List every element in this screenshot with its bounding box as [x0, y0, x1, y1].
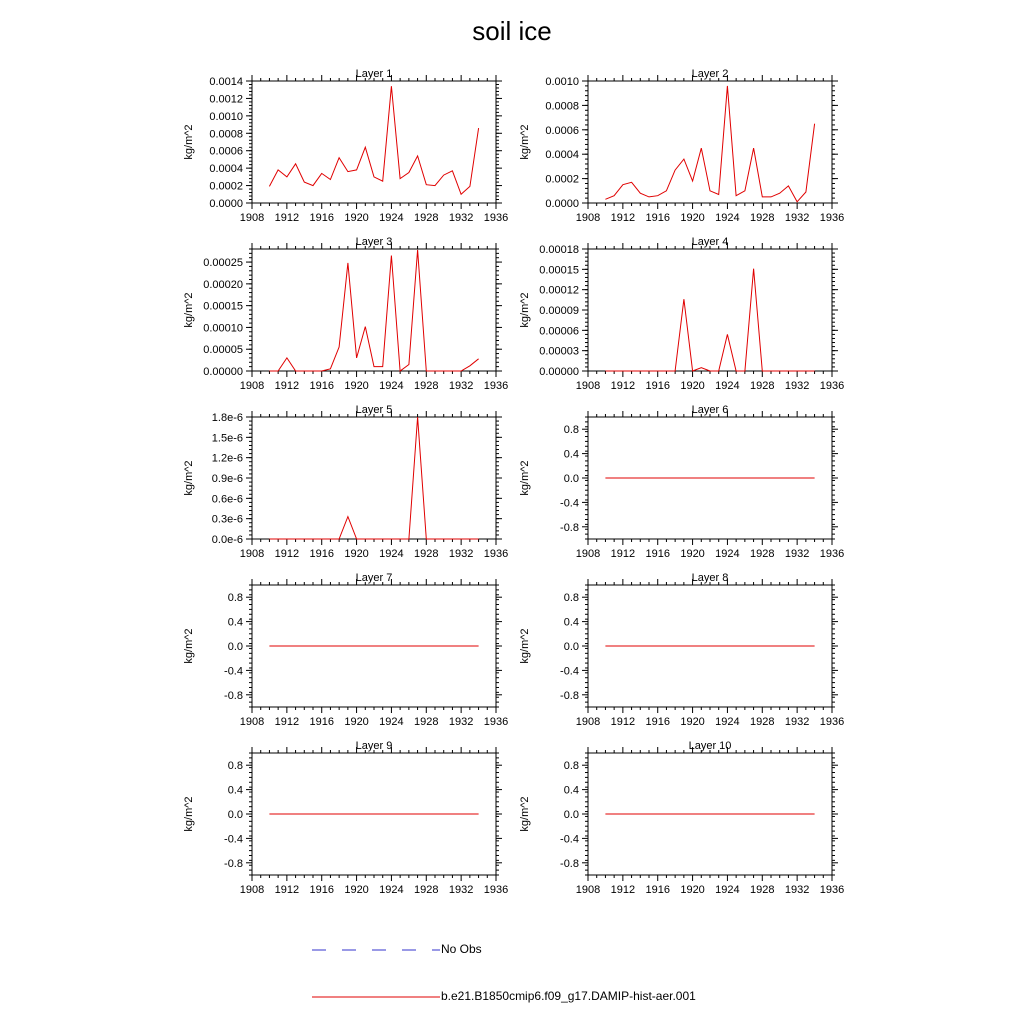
x-tick-label: 1928	[414, 716, 439, 728]
x-tick-label: 1932	[448, 212, 474, 224]
x-tick-label: 1932	[784, 716, 810, 728]
x-tick-label: 1908	[239, 884, 265, 896]
x-tick-label: 1928	[414, 380, 439, 392]
x-tick-label: 1916	[645, 716, 670, 728]
y-tick-label: 0.00018	[539, 244, 579, 256]
x-tick-label: 1920	[344, 212, 369, 224]
y-tick-label: -0.8	[560, 521, 579, 534]
y-tick-label: 0.0002	[209, 180, 243, 193]
y-tick-label: -0.4	[560, 497, 579, 510]
x-tick-label: 1908	[239, 380, 265, 392]
panel-title: Layer 7	[355, 572, 393, 584]
y-tick-label: -0.8	[224, 689, 243, 702]
y-tick-label: 0.4	[563, 784, 579, 797]
plot-frame	[252, 249, 496, 371]
series-line	[605, 86, 814, 202]
x-tick-label: 1916	[645, 380, 670, 392]
x-tick-label: 1924	[379, 716, 404, 728]
x-tick-label: 1912	[610, 884, 636, 896]
y-tick-label: 0.00009	[539, 305, 579, 317]
y-tick-label: 0.4	[227, 784, 243, 797]
y-tick-label: 0.00005	[203, 344, 243, 357]
y-tick-label: 0.6e-6	[211, 493, 243, 506]
x-tick-label: 1912	[274, 716, 300, 728]
series-line	[269, 250, 478, 371]
series-line	[605, 269, 814, 371]
x-tick-label: 1908	[239, 716, 265, 728]
x-tick-label: 1920	[680, 548, 705, 560]
x-tick-label: 1916	[309, 548, 334, 560]
y-tick-label: 0.9e-6	[211, 473, 243, 485]
series-line	[269, 86, 478, 194]
x-tick-label: 1924	[379, 380, 404, 392]
plot-frame	[588, 249, 832, 371]
x-tick-label: 1912	[610, 548, 636, 560]
y-tick-label: 0.0	[563, 473, 579, 485]
x-tick-label: 1932	[784, 548, 810, 560]
panel-layer-7	[183, 572, 508, 728]
y-tick-label: 0.0012	[209, 93, 243, 106]
y-axis-label: kg/m^2	[519, 628, 531, 664]
x-tick-label: 1908	[575, 884, 601, 896]
x-tick-label: 1932	[784, 212, 810, 224]
panel-layer-9	[183, 740, 508, 896]
y-tick-label: 0.0010	[209, 110, 243, 123]
x-tick-label: 1916	[309, 380, 334, 392]
y-tick-label: 0.0	[563, 641, 579, 653]
x-tick-label: 1908	[239, 548, 265, 560]
x-tick-label: 1920	[680, 212, 705, 224]
y-tick-label: 0.0014	[209, 76, 243, 88]
panel-layer-10	[519, 740, 844, 896]
x-tick-label: 1928	[750, 212, 775, 224]
y-tick-label: 0.0002	[545, 173, 579, 186]
x-tick-label: 1936	[483, 380, 509, 392]
panel-title: Layer 3	[355, 236, 393, 248]
x-tick-label: 1932	[448, 884, 474, 896]
x-tick-label: 1932	[448, 380, 474, 392]
x-tick-label: 1912	[274, 884, 300, 896]
y-tick-label: -0.4	[560, 665, 579, 678]
x-tick-label: 1916	[309, 212, 334, 224]
y-axis-label: kg/m^2	[519, 460, 531, 496]
y-tick-label: 0.0e-6	[211, 534, 243, 546]
x-tick-label: 1916	[645, 548, 670, 560]
x-tick-label: 1920	[344, 716, 369, 728]
x-tick-label: 1936	[483, 212, 509, 224]
x-tick-label: 1920	[680, 716, 705, 728]
y-tick-label: 1.5e-6	[211, 432, 243, 445]
y-tick-label: 0.0004	[209, 163, 243, 176]
x-tick-label: 1924	[379, 884, 404, 896]
panel-layer-1	[183, 68, 508, 224]
x-tick-label: 1928	[750, 716, 775, 728]
x-tick-label: 1936	[819, 884, 845, 896]
y-tick-label: -0.8	[224, 857, 243, 870]
y-tick-label: 0.0	[227, 809, 243, 821]
x-tick-label: 1912	[274, 212, 300, 224]
x-tick-label: 1908	[575, 212, 601, 224]
y-axis-label: kg/m^2	[183, 628, 195, 664]
x-tick-label: 1924	[715, 548, 740, 560]
y-tick-label: 0.3e-6	[211, 513, 243, 526]
y-axis-label: kg/m^2	[183, 292, 195, 328]
x-tick-label: 1936	[819, 212, 845, 224]
x-tick-label: 1932	[784, 380, 810, 392]
y-axis-label: kg/m^2	[183, 124, 195, 160]
x-tick-label: 1912	[610, 380, 636, 392]
x-tick-label: 1912	[610, 716, 636, 728]
x-tick-label: 1920	[680, 380, 705, 392]
plot-frame	[252, 417, 496, 539]
panel-title: Layer 6	[691, 404, 729, 416]
x-tick-label: 1920	[344, 380, 369, 392]
plot-frame	[252, 81, 496, 203]
x-tick-label: 1916	[309, 884, 334, 896]
x-tick-label: 1908	[575, 548, 601, 560]
panel-layer-5	[183, 404, 508, 560]
x-tick-label: 1920	[344, 548, 369, 560]
y-tick-label: 0.0000	[209, 198, 243, 210]
x-tick-label: 1908	[575, 380, 601, 392]
y-tick-label: 0.00015	[539, 264, 579, 277]
x-tick-label: 1928	[750, 548, 775, 560]
x-tick-label: 1920	[680, 884, 705, 896]
panel-title: Layer 2	[691, 68, 729, 80]
x-tick-label: 1936	[819, 548, 845, 560]
y-tick-label: 0.0004	[545, 149, 579, 162]
x-tick-label: 1908	[575, 716, 601, 728]
x-tick-label: 1932	[448, 548, 474, 560]
x-tick-label: 1932	[448, 716, 474, 728]
y-tick-label: 0.8	[227, 760, 243, 773]
x-tick-label: 1924	[379, 212, 404, 224]
y-tick-label: 0.8	[227, 592, 243, 605]
y-tick-label: -0.8	[560, 857, 579, 870]
y-tick-label: 0.4	[227, 616, 243, 629]
panel-title: Layer 4	[691, 236, 729, 248]
y-tick-label: 0.00010	[203, 322, 243, 335]
y-tick-label: 1.2e-6	[211, 452, 243, 465]
x-tick-label: 1912	[610, 212, 636, 224]
panel-title: Layer 5	[355, 404, 393, 416]
x-tick-label: 1928	[750, 884, 775, 896]
legend-obs-label: No Obs	[441, 942, 482, 956]
y-tick-label: 0.00006	[539, 325, 579, 338]
y-tick-label: 1.8e-6	[211, 412, 243, 424]
panel-title: Layer 8	[691, 572, 729, 584]
x-tick-label: 1928	[414, 884, 439, 896]
y-tick-label: -0.4	[224, 833, 243, 846]
x-tick-label: 1924	[715, 212, 740, 224]
y-tick-label: -0.4	[560, 833, 579, 846]
y-tick-label: 0.0008	[209, 128, 243, 141]
x-tick-label: 1924	[379, 548, 404, 560]
x-tick-label: 1924	[715, 884, 740, 896]
panel-title: Layer 1	[355, 68, 393, 80]
y-tick-label: 0.00000	[203, 366, 243, 378]
y-tick-label: 0.00025	[203, 257, 243, 270]
y-tick-label: 0.0008	[545, 100, 579, 113]
y-tick-label: 0.4	[563, 616, 579, 629]
x-tick-label: 1912	[274, 548, 300, 560]
x-tick-label: 1924	[715, 380, 740, 392]
x-tick-label: 1936	[483, 884, 509, 896]
y-axis-label: kg/m^2	[183, 460, 195, 496]
y-tick-label: -0.8	[560, 689, 579, 702]
y-axis-label: kg/m^2	[519, 292, 531, 328]
x-tick-label: 1936	[483, 548, 509, 560]
y-tick-label: 0.4	[563, 448, 579, 461]
y-tick-label: 0.8	[563, 592, 579, 605]
y-tick-label: 0.0	[227, 641, 243, 653]
panel-layer-6	[519, 404, 844, 560]
panel-layer-2	[519, 68, 844, 224]
x-tick-label: 1908	[239, 212, 265, 224]
y-tick-label: 0.8	[563, 760, 579, 773]
y-axis-label: kg/m^2	[519, 796, 531, 832]
x-tick-label: 1928	[414, 212, 439, 224]
x-tick-label: 1932	[784, 884, 810, 896]
legend-model-label: b.e21.B1850cmip6.f09_g17.DAMIP-hist-aer.001	[441, 989, 696, 1003]
figure-title: soil ice	[472, 16, 552, 46]
y-tick-label: 0.00015	[203, 300, 243, 313]
y-tick-label: 0.00012	[539, 284, 579, 297]
x-tick-label: 1916	[645, 884, 670, 896]
y-tick-label: 0.0	[563, 809, 579, 821]
panel-layer-3	[183, 236, 508, 392]
y-tick-label: -0.4	[224, 665, 243, 678]
x-tick-label: 1928	[750, 380, 775, 392]
y-tick-label: 0.0006	[209, 145, 243, 158]
legend-model-swatch	[310, 992, 440, 1002]
x-tick-label: 1920	[344, 884, 369, 896]
x-tick-label: 1928	[414, 548, 439, 560]
x-tick-label: 1916	[645, 212, 670, 224]
panel-title: Layer 10	[688, 740, 732, 752]
y-tick-label: 0.00020	[203, 278, 243, 291]
y-tick-label: 0.00003	[539, 345, 579, 358]
x-tick-label: 1936	[819, 380, 845, 392]
x-tick-label: 1936	[819, 716, 845, 728]
series-line	[269, 417, 478, 539]
legend-obs-swatch	[310, 945, 440, 955]
y-axis-label: kg/m^2	[183, 796, 195, 832]
y-tick-label: 0.0006	[545, 124, 579, 137]
y-tick-label: 0.8	[563, 424, 579, 437]
panel-layer-8	[519, 572, 844, 728]
y-tick-label: 0.00000	[539, 366, 579, 378]
x-tick-label: 1916	[309, 716, 334, 728]
y-axis-label: kg/m^2	[519, 124, 531, 160]
panel-layer-4	[519, 236, 844, 392]
y-tick-label: 0.0000	[545, 198, 579, 210]
x-tick-label: 1912	[274, 380, 300, 392]
y-tick-label: 0.0010	[545, 76, 579, 88]
x-tick-label: 1924	[715, 716, 740, 728]
x-tick-label: 1936	[483, 716, 509, 728]
panel-title: Layer 9	[355, 740, 393, 752]
